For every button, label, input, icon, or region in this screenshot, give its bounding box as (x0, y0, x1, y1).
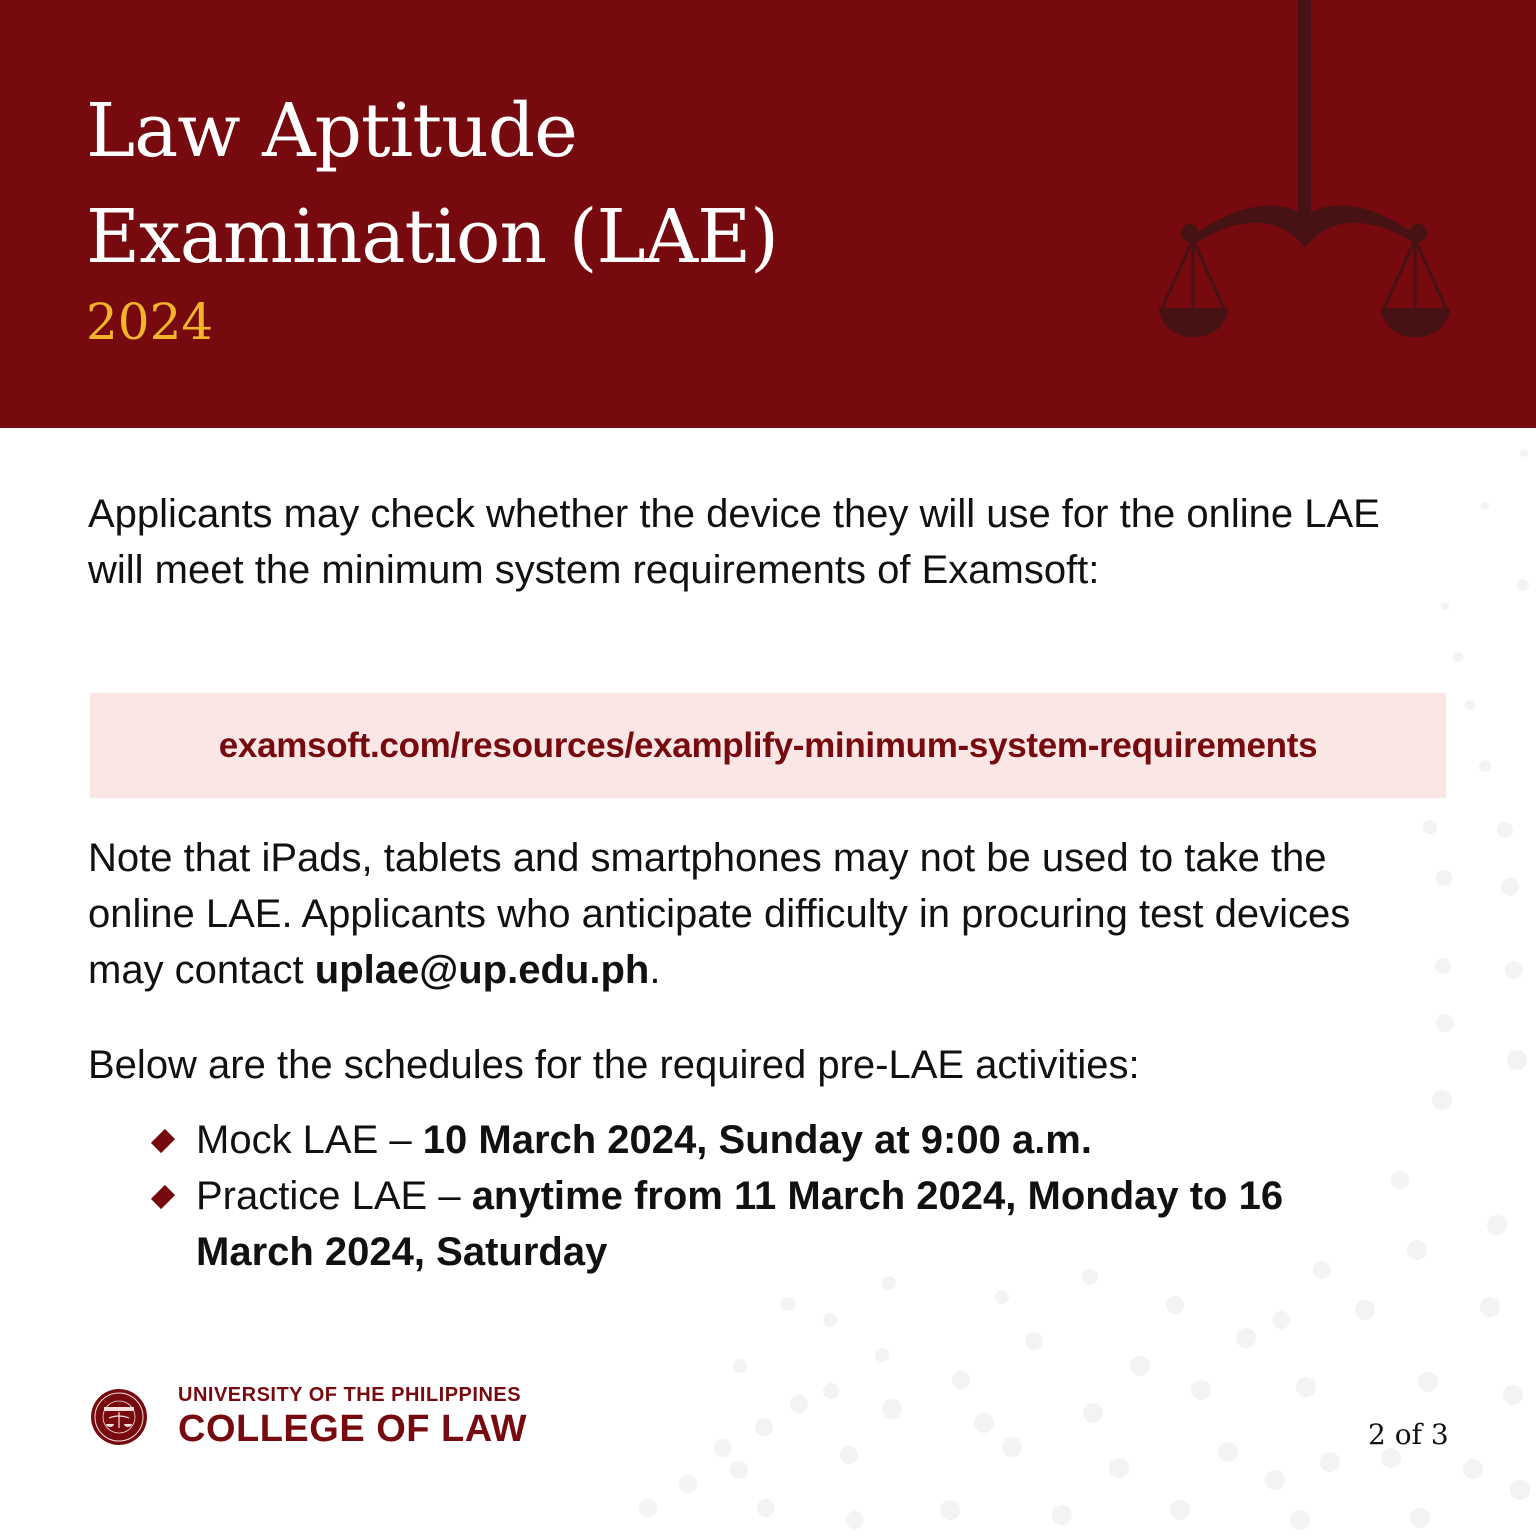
device-note-paragraph (88, 830, 1428, 998)
schedule-intro: Below are the schedules for the required pre-LAE activities: (88, 1043, 1140, 1087)
schedule-label: Mock LAE – (196, 1118, 423, 1162)
header-banner (0, 0, 1536, 428)
up-law-seal-logo (90, 1388, 148, 1446)
schedule-label: Practice LAE – (196, 1174, 472, 1218)
scales-of-justice-icon (1150, 0, 1460, 345)
intro-paragraph: Applicants may check whether the device they will use for the online LAE will meet the minimum system requirements of Examsoft: (88, 492, 1380, 592)
schedule-value: 10 March 2024, Sunday at 9:00 a.m. (422, 1118, 1092, 1162)
link-callout-box (90, 693, 1446, 798)
device-note-text: Note that iPads, tablets and smartphones may not be used to take the online LAE. Applicants who anticipate difficulty in procuring test devices may contact (88, 836, 1351, 992)
page-title (86, 78, 778, 290)
year-label: 2024 (86, 293, 214, 351)
diamond-bullet-icon (151, 1129, 175, 1153)
examsoft-requirements-link[interactable]: examsoft.com/resources/examplify-minimum-system-requirements (218, 725, 1318, 765)
university-name: UNIVERSITY OF THE PHILIPPINES (178, 1384, 522, 1406)
college-name: COLLEGE OF LAW (178, 1408, 527, 1450)
schedule-item-practice-lae (150, 1168, 1390, 1280)
contact-email[interactable]: uplae@up.edu.ph (314, 948, 650, 992)
device-note-suffix: . (649, 948, 661, 992)
title-line-2: Examination (LAE) (86, 194, 778, 280)
diamond-bullet-icon (151, 1185, 175, 1209)
institution-wordmark (178, 1383, 527, 1451)
schedule-list (150, 1112, 1390, 1280)
page-indicator: 2 of 3 (1368, 1418, 1449, 1451)
schedule-value: anytime from 11 March 2024, Monday to 16 March 2024, Saturday (196, 1174, 1284, 1274)
title-line-1: Law Aptitude (86, 88, 577, 174)
schedule-item-mock-lae (150, 1112, 1390, 1168)
